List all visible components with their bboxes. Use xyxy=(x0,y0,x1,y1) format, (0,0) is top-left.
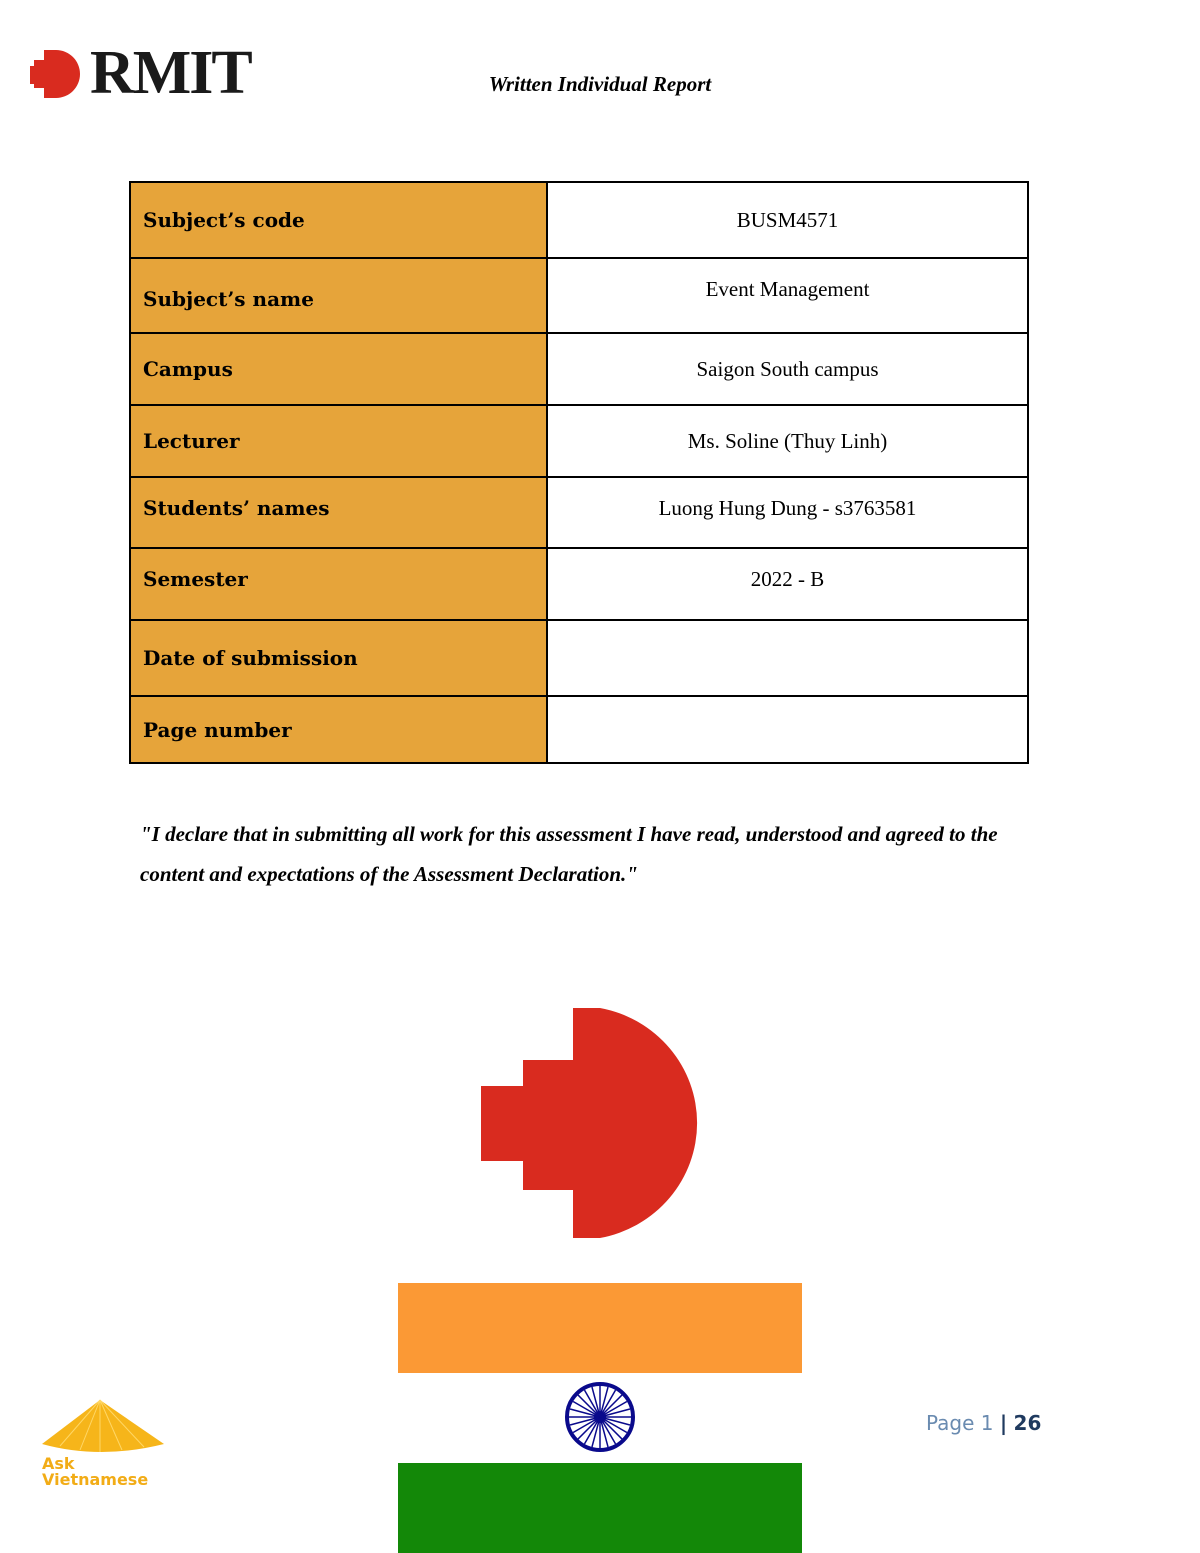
flag-green-band xyxy=(398,1463,802,1553)
table-row xyxy=(130,333,1028,405)
row-value xyxy=(547,620,1028,696)
rmit-logo-text: RMIT xyxy=(90,39,251,107)
row-value: BUSM4571 xyxy=(547,182,1028,258)
table-row xyxy=(130,405,1028,477)
page-separator: | xyxy=(999,1411,1008,1435)
ashoka-chakra-icon xyxy=(564,1381,636,1453)
row-label: Date of submission xyxy=(130,620,547,696)
table-row xyxy=(130,182,1028,258)
page-number xyxy=(926,1411,1041,1435)
row-value: Ms. Soline (Thuy Linh) xyxy=(547,405,1028,477)
watermark-line-2: Vietnamese xyxy=(42,1470,149,1489)
table-row xyxy=(130,620,1028,696)
row-label: Campus xyxy=(130,333,547,405)
conical-hat-icon xyxy=(30,1372,170,1452)
table-row xyxy=(130,696,1028,763)
watermark-line-1: Ask xyxy=(42,1454,75,1473)
row-label: Lecturer xyxy=(130,405,547,477)
assessment-declaration: "I declare that in submitting all work for this assessment I have read, understood and agreed to the content and expectations of the Assessment Declaration." xyxy=(140,822,998,886)
flag-saffron-band xyxy=(398,1283,802,1373)
row-value: 2022 - B xyxy=(547,548,1028,620)
row-value: Luong Hung Dung - s3763581 xyxy=(547,477,1028,548)
assessment-info-table xyxy=(129,181,1029,764)
ask-vietnamese-watermark xyxy=(30,1372,175,1512)
table-row xyxy=(130,477,1028,548)
report-title: Written Individual Report xyxy=(488,72,712,96)
row-label: Subject’s code xyxy=(130,182,547,258)
row-value xyxy=(547,696,1028,763)
row-label: Students’ names xyxy=(130,477,547,548)
page-current: 1 xyxy=(980,1411,994,1435)
page-total: 26 xyxy=(1013,1411,1042,1435)
row-label: Subject’s name xyxy=(130,258,547,333)
row-value: Event Management xyxy=(547,258,1028,333)
page-label: Page xyxy=(926,1411,975,1435)
row-label: Page number xyxy=(130,696,547,763)
row-label: Semester xyxy=(130,548,547,620)
india-flag-image xyxy=(398,1283,802,1553)
watermark-text xyxy=(42,1456,148,1488)
row-value: Saigon South campus xyxy=(547,333,1028,405)
table-row xyxy=(130,548,1028,620)
rmit-large-pixel-logo xyxy=(478,1004,722,1242)
table-row xyxy=(130,258,1028,333)
